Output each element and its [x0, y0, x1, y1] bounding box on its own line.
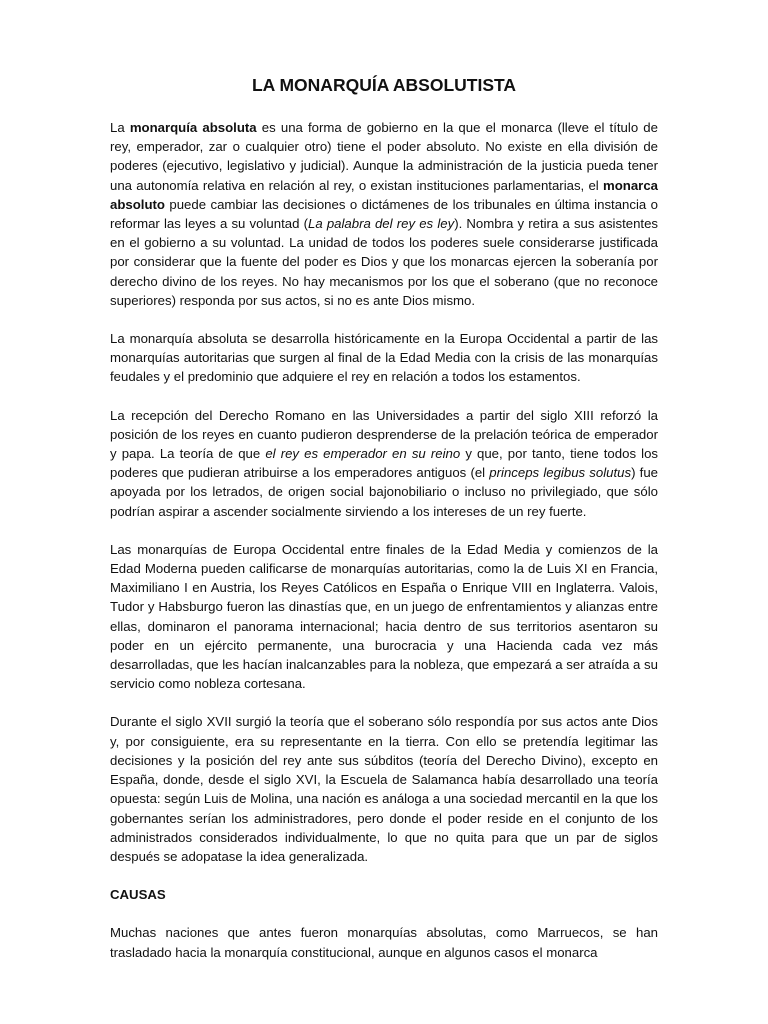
document-page: [110, 74, 658, 981]
p3-italic-2: princeps legibus solutus: [489, 465, 632, 481]
section-heading-causas: CAUSAS: [110, 887, 166, 903]
paragraph-1: [110, 118, 658, 310]
p1-text-1: La: [110, 120, 130, 135]
paragraph-4: Las monarquías de Europa Occidental entre finales de la Edad Media y comienzos de la Edad Moderna pueden calificarse de monarquías autoritarias, como la de Luis XI en Francia, Maximiliano I en Austria, los Reyes Católicos en España o Enrique VIII en Inglaterra. Valois, Tudor y Habsburgo fueron las dinastías que, en un juego de enfrentamientos y alianzas entre ellas, dominaron el panorama internacional; hacia dentro de sus territorios asentaron su poder en un ejército permanente, una burocracia y una Hacienda cada vez más desarrolladas, que les hacían inalcanzables para la nobleza, que empezará a ser atraída a su servicio como nobleza cortesana.: [110, 541, 658, 692]
p1-text-4: ). Nombra y retira a sus asistentes en el gobierno a su voluntad. La unidad de todos los poderes suele considerarse justificada por considerar que la fuente del poder es Dios y que los monarcas ejercen la soberanía por derecho divino de los reyes. No hay mecanismos por los que el soberano (que no reconoce superiores) responda por sus actos, si no es ante Dios mismo.: [110, 216, 659, 308]
p1-bold-1: monarquía absoluta: [129, 120, 257, 135]
p1-text-3: puede cambiar las decisiones o dictámenes de los tribunales en última instancia o reformar las leyes a su voluntad (: [110, 196, 658, 232]
paragraph-2: La monarquía absoluta se desarrolla históricamente en la Europa Occidental a partir de las monarquías autoritarias que surgen al final de la Edad Media con la crisis de las monarquías feudales y el predominio que adquiere el rey en relación a todos los estamentos.: [110, 331, 658, 385]
p1-bold-2: monarca absoluto: [110, 177, 658, 212]
paragraph-3: [110, 406, 658, 521]
p3-text-2: y que, por tanto, tiene todos los poderes que pudieran atribuirse a los emperadores antiguos (el: [110, 446, 659, 481]
p1-text-2: es una forma de gobierno en la que el monarca (lleve el título de rey, emperador, zar o cualquier otro) tiene el poder absoluto. No existe en ella división de poderes (ejecutivo, legislativo y judicial). Aunque la administración de la justicia pueda tener una autonomía relativa en relación al rey, o existan instituciones parlamentarias, el: [110, 120, 658, 193]
p1-italic-1: La palabra del rey es ley: [307, 216, 455, 232]
p3-italic-1: el rey es emperador en su reino: [265, 446, 461, 462]
p3-text-3: ) fue apoyada por los letrados, de origen social bajonobiliario o incluso no privilegiado, que sólo podrían aspirar a ascender socialmente sirviendo a los intereses de un rey fuerte.: [110, 465, 659, 519]
p3-text-1: La recepción del Derecho Romano en las Universidades a partir del siglo XIII reforzó la posición de los reyes en cuanto pudieron desprenderse de la prelación teórica de emperador y papa. La teoría de que: [110, 407, 658, 462]
paragraph-5: Durante el siglo XVII surgió la teoría que el soberano sólo respondía por sus actos ante Dios y, por consiguiente, era su representante en la tierra. Con ello se pretendía legitimar las decisiones y la posición del rey ante sus súbditos (teoría del Derecho Divino), excepto en España, donde, desde el siglo XVI, la Escuela de Salamanca había desarrollado una teoría opuesta: según Luis de Molina, una nación es análoga a una sociedad mercantil en la que los gobernantes serían los administradores, pero donde el poder reside en el conjunto de los administrados considerados individualmente, lo que no quita para que un par de siglos después se adopatase la idea generalizada.: [110, 714, 658, 864]
paragraph-6: Muchas naciones que antes fueron monarquías absolutas, como Marruecos, se han trasladado hacia la monarquía constitucional, aunque en algunos casos el monarca: [110, 925, 658, 960]
document-title: LA MONARQUÍA ABSOLUTISTA: [251, 75, 517, 95]
